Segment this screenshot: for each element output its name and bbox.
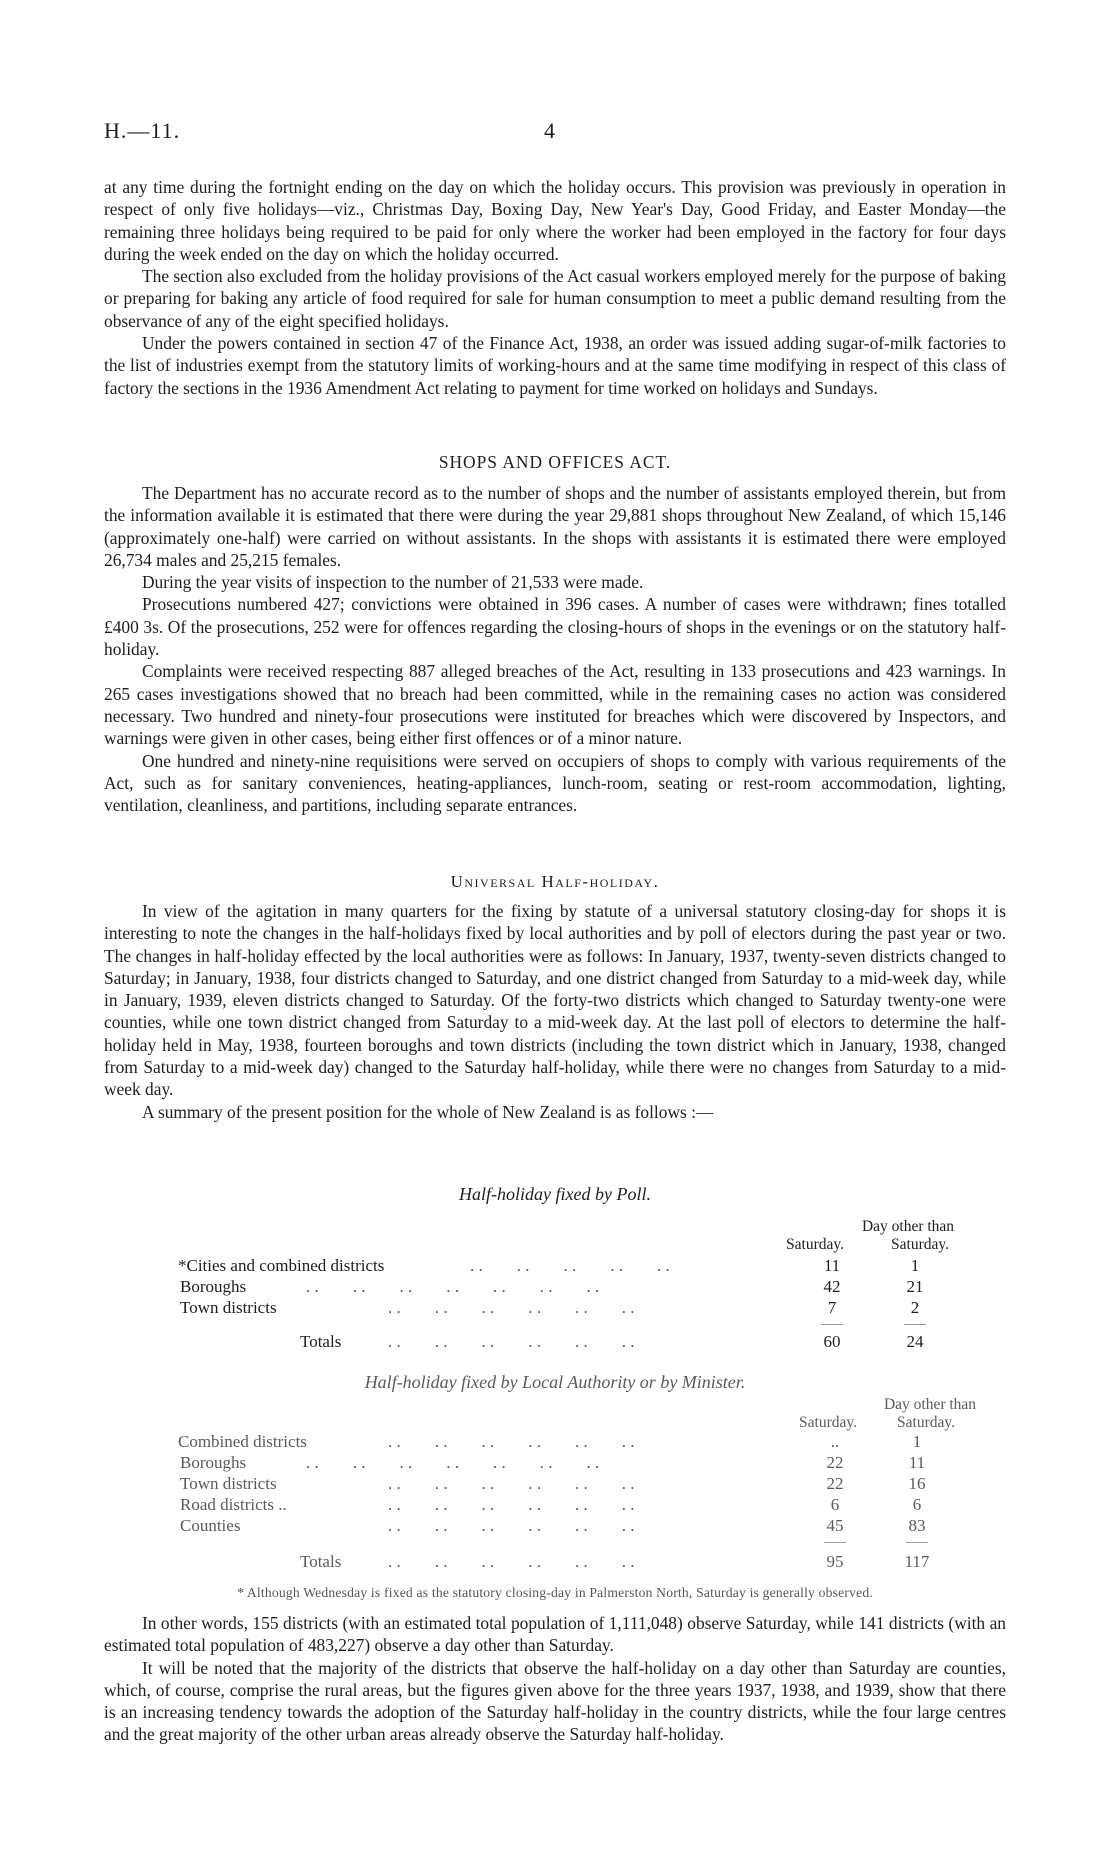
total-rule [824,1542,846,1543]
table-row [0,1516,1114,1538]
other-day-total: 117 [904,1552,930,1571]
table-authority-col2-header: Day other than [883,1396,977,1413]
saturday-value: 22 [826,1474,844,1493]
table-row [0,1495,1114,1517]
other-day-value: 1 [910,1256,920,1275]
table-totals-row [0,1332,1114,1354]
table-row [0,1432,1114,1454]
table-poll-col1-header: Saturday. [786,1236,844,1253]
leader-dots: . . . . . . . . . . . . [388,1432,635,1451]
saturday-value: .. [830,1432,840,1451]
paragraph: The Department has no accurate record as to the number of shops and the number of assistants employed therein, but from the information available it is estimated that there were during the year 29,881 shops throughout New Zealand, of which 15,146 (approximately one-half) were carried on without assistants. In the shops with assistants it is estimated there were employed 26,734 males and 25,215 females. [104,483,1006,570]
table-authority-col1-header: Saturday. [799,1414,857,1431]
summary-line: A summary of the present position for the whole of New Zealand is as follows :— [142,1101,714,1122]
row-label: *Cities and combined districts [178,1256,385,1275]
paragraph: In view of the agitation in many quarters for the fixing by statute of a universal statutory closing-day for shops it is interesting to note the changes in the half-holidays fixed by local authorities and by poll of electors during the past year or two. The changes in half-holiday effected by the local authorities were as follows: In January, 1937, twenty-seven districts changed to Saturday; in January, 1938, four districts changed to Saturday, and one district changed from Saturday to a mid-week day, while in January, 1939, eleven districts changed to Saturday. Of the forty-two districts which changed to Saturday twenty-one were counties, while one town district changed from Saturday to a mid-week day. At the last poll of electors to determine the half-holiday held in May, 1938, fourteen boroughs and town districts (including the town district which in January, 1938, changed from Saturday to a mid-week day) changed to the Saturday half-holiday, while there were no changes from Saturday to a mid-week day. [104,901,1006,1100]
paragraph: It will be noted that the majority of the districts that observe the half-holiday on a day other than Saturday are counties, which, of course, comprise the rural areas, but the figures given above for the three years 1937, 1938, and 1939, show that there is an increasing tendency towards the adoption of the Saturday half-holiday in the country districts, while the four large centres and the great majority of the other urban areas already observe the Saturday half-holiday. [104,1657,1006,1745]
table-poll-caption: Half-holiday fixed by Poll. [459,1184,651,1204]
closing-text [104,1612,1006,1746]
leader-dots: . . . . . . . . . . . . . . [306,1277,600,1296]
paragraph: During the year visits of inspection to the number of 21,533 were made. [142,572,644,593]
saturday-value: 7 [827,1298,837,1317]
leader-dots: . . . . . . . . . . . . [388,1552,635,1571]
table-row [0,1277,1114,1299]
row-label: Boroughs [180,1453,247,1472]
other-day-value: 11 [908,1453,926,1472]
row-label: Counties [180,1516,241,1535]
saturday-total: 95 [826,1552,844,1571]
other-day-value: 21 [906,1277,924,1296]
row-label: Town districts [180,1298,277,1317]
saturday-total: 60 [823,1332,841,1351]
paragraph: Under the powers contained in section 47 of the Finance Act, 1938, an order was issued adding sugar-of-milk factories to the list of industries exempt from the statutory limits of working-hours and at the same time modifying in respect of this class of factory the sections in the 1936 Amendment Act relating to payment for time worked on holidays and Sundays. [104,333,1006,398]
table-totals-row [0,1552,1114,1574]
row-label: Road districts .. [180,1495,287,1514]
shops-text [104,482,1006,816]
table-poll-col2-header-2: Saturday. [891,1236,949,1253]
leader-dots: . . . . . . . . . . . . . . [306,1453,600,1472]
leader-dots: . . . . . . . . . . . . [388,1332,635,1351]
saturday-value: 45 [826,1516,844,1535]
saturday-value: 22 [826,1453,844,1472]
table-row [0,1474,1114,1496]
other-day-value: 16 [908,1474,926,1493]
half-holiday-text [104,900,1006,1123]
leader-dots: . . . . . . . . . . . . [388,1474,635,1493]
other-day-value: 2 [910,1298,920,1317]
leader-dots: . . . . . . . . . . [470,1256,670,1275]
row-label: Boroughs [180,1277,247,1296]
paragraph: at any time during the fortnight ending on the day on which the holiday occurs. This provision was previously in operation in respect of only five holidays—viz., Christmas Day, Boxing Day, New Year's Day, Good Friday, and Easter Monday—the remaining three holidays being required to be paid for only where the worker had been employed in the factory for four days during the week ended on the day on which the holiday occurred. [104,177,1006,264]
table-authority-col2-header-2: Saturday. [897,1414,955,1431]
page-number: 4 [544,118,555,143]
section-heading-shops: SHOPS AND OFFICES ACT. [438,452,672,472]
section-heading-half-holiday: Universal Half-holiday. [450,872,660,891]
table-poll-col2-header [838,1218,978,1236]
paragraph: In other words, 155 districts (with an estimated total population of 1,111,048) observe Saturday, while 141 districts (with an estimated total population of 483,227) observe a day other than Saturday. [104,1613,1006,1656]
leader-dots: . . . . . . . . . . . . [388,1495,635,1514]
paragraph: One hundred and ninety-nine requisitions were served on occupiers of shops to comply with various requirements of the Act, such as for sanitary conveniences, heating-appliances, lunch-room, seating or rest-room accommodation, lighting, ventilation, cleanliness, and partitions, including separate entrances. [104,750,1006,816]
leader-dots: . . . . . . . . . . . . [388,1298,635,1317]
leader-dots: . . . . . . . . . . . . [388,1516,635,1535]
total-rule [821,1324,843,1325]
paragraph: The section also excluded from the holiday provisions of the Act casual workers employed merely for the purpose of baking or preparing for baking any article of food required for sale for human consumption to meet a public demand resulting from the observance of any of the eight specified holidays. [104,266,1006,331]
totals-label: Totals [300,1552,342,1571]
row-label: Combined districts [178,1432,307,1451]
paragraph: Prosecutions numbered 427; convictions were obtained in 396 cases. A number of cases were withdrawn; fines totalled £400 3s. Of the prosecutions, 252 were for offences regarding the closing-hours of shops in the evenings or on the statutory half-holiday. [104,594,1006,660]
other-day-total: 24 [906,1332,924,1351]
saturday-value: 11 [823,1256,841,1275]
other-day-value: 6 [912,1495,922,1514]
intro-text [104,176,1006,399]
table-row [0,1256,1114,1278]
paragraph: Complaints were received respecting 887 alleged breaches of the Act, resulting in 133 prosecutions and 423 warnings. In 265 cases investigations showed that no breach had been committed, while in the remaining cases no action was considered necessary. Two hundred and ninety-four prosecutions were instituted for breaches which were discovered by Inspectors, and warnings were given in other cases, being either first offences or of a minor nature. [104,661,1006,749]
saturday-value: 6 [830,1495,840,1514]
table-authority-caption: Half-holiday fixed by Local Authority or by Minister. [364,1372,746,1392]
footnote: * Although Wednesday is fixed as the statutory closing-day in Palmerston North, Saturday is generally observed. [237,1585,873,1600]
col-header-line: Day other than [861,1218,955,1235]
other-day-value: 83 [908,1516,926,1535]
table-row [0,1453,1114,1475]
table-row [0,1298,1114,1320]
document-reference: H.—11. [104,118,181,143]
total-rule [906,1542,928,1543]
row-label: Town districts [180,1474,277,1493]
totals-label: Totals [300,1332,342,1351]
total-rule [904,1324,926,1325]
page-header [104,118,1014,148]
saturday-value: 42 [823,1277,841,1296]
other-day-value: 1 [912,1432,922,1451]
